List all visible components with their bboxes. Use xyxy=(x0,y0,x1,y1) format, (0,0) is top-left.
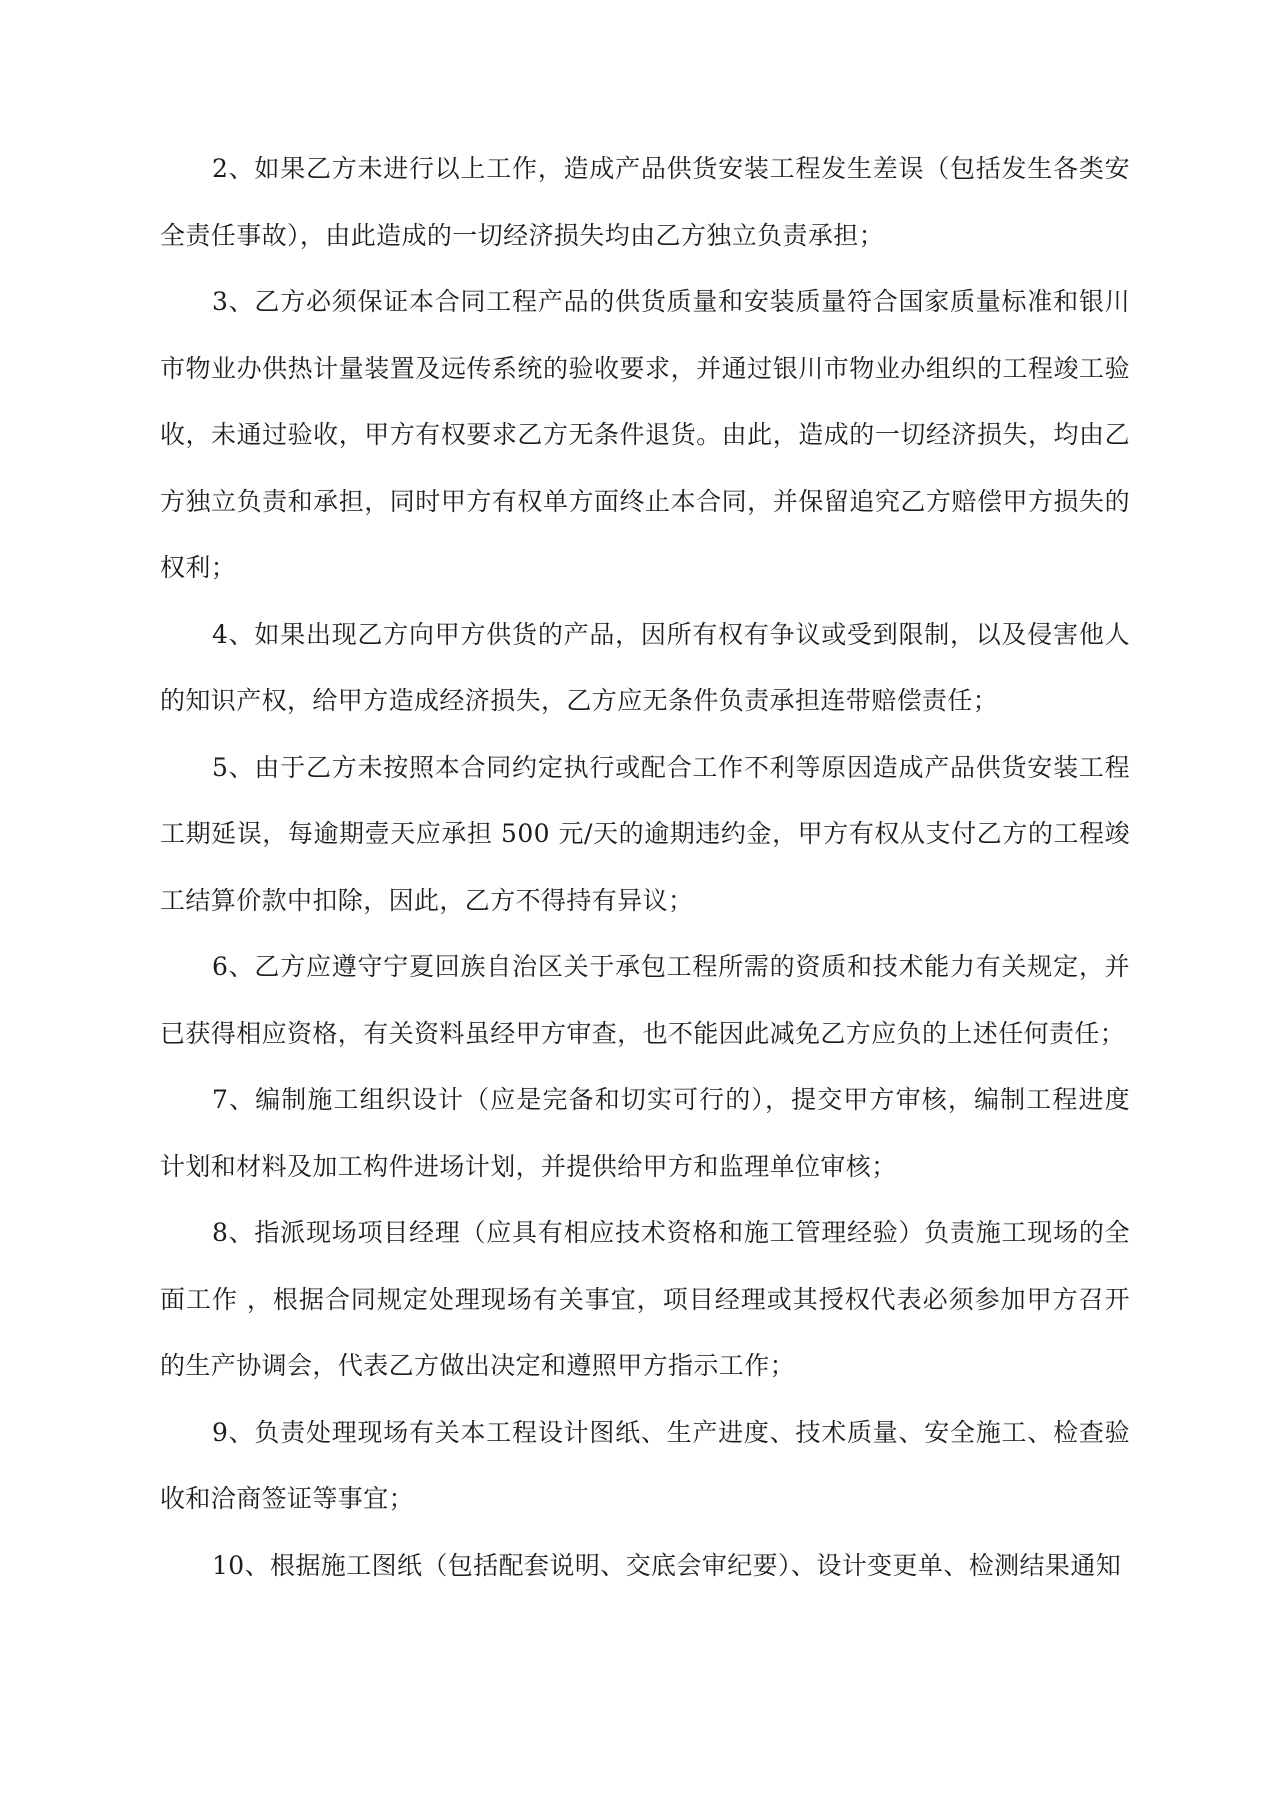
clause-4: 4、如果出现乙方向甲方供货的产品，因所有权有争议或受到限制，以及侵害他人的知识产权，给甲方造成经济损失，乙方应无条件负责承担连带赔偿责任； xyxy=(160,619,1130,715)
clause-7: 7、编制施工组织设计（应是完备和切实可行的），提交甲方审核，编制工程进度计划和材料及加工构件进场计划，并提供给甲方和监理单位审核； xyxy=(160,1085,1130,1181)
clause-10: 10、根据施工图纸（包括配套说明、交底会审纪要）、设计变更单、检测结果通知 xyxy=(212,1550,1122,1580)
clause-3: 3、乙方必须保证本合同工程产品的供货质量和安装质量符合国家质量标准和银川市物业办供热计量装置及远传系统的验收要求，并通过银川市物业办组织的工程竣工验收，未通过验收，甲方有权要求乙方无条件退货。由此，造成的一切经济损失，均由乙方独立负责和承担，同时甲方有权单方面终止本合同，并保留追究乙方赔偿甲方损失的权利； xyxy=(160,287,1130,582)
clause-6: 6、乙方应遵守宁夏回族自治区关于承包工程所需的资质和技术能力有关规定，并已获得相应资格，有关资料虽经甲方审查，也不能因此减免乙方应负的上述任何责任； xyxy=(160,952,1130,1048)
clause-2: 2、如果乙方未进行以上工作，造成产品供货安装工程发生差误（包括发生各类安全责任事故），由此造成的一切经济损失均由乙方独立负责承担； xyxy=(160,154,1130,250)
clause-8: 8、指派现场项目经理（应具有相应技术资格和施工管理经验）负责施工现场的全面工作 ，根据合同规定处理现场有关事宜，项目经理或其授权代表必须参加甲方召开的生产协调会，代表乙方做出决定和遵照甲方指示工作； xyxy=(160,1218,1130,1380)
clause-9: 9、负责处理现场有关本工程设计图纸、生产进度、技术质量、安全施工、检查验收和洽商签证等事宜； xyxy=(160,1417,1130,1513)
clause-5: 5、由于乙方未按照本合同约定执行或配合工作不利等原因造成产品供货安装工程工期延误，每逾期壹天应承担 500 元/天的逾期违约金，甲方有权从支付乙方的工程竣工结算价款中扣除，因此，乙方不得持有异议； xyxy=(160,752,1130,915)
